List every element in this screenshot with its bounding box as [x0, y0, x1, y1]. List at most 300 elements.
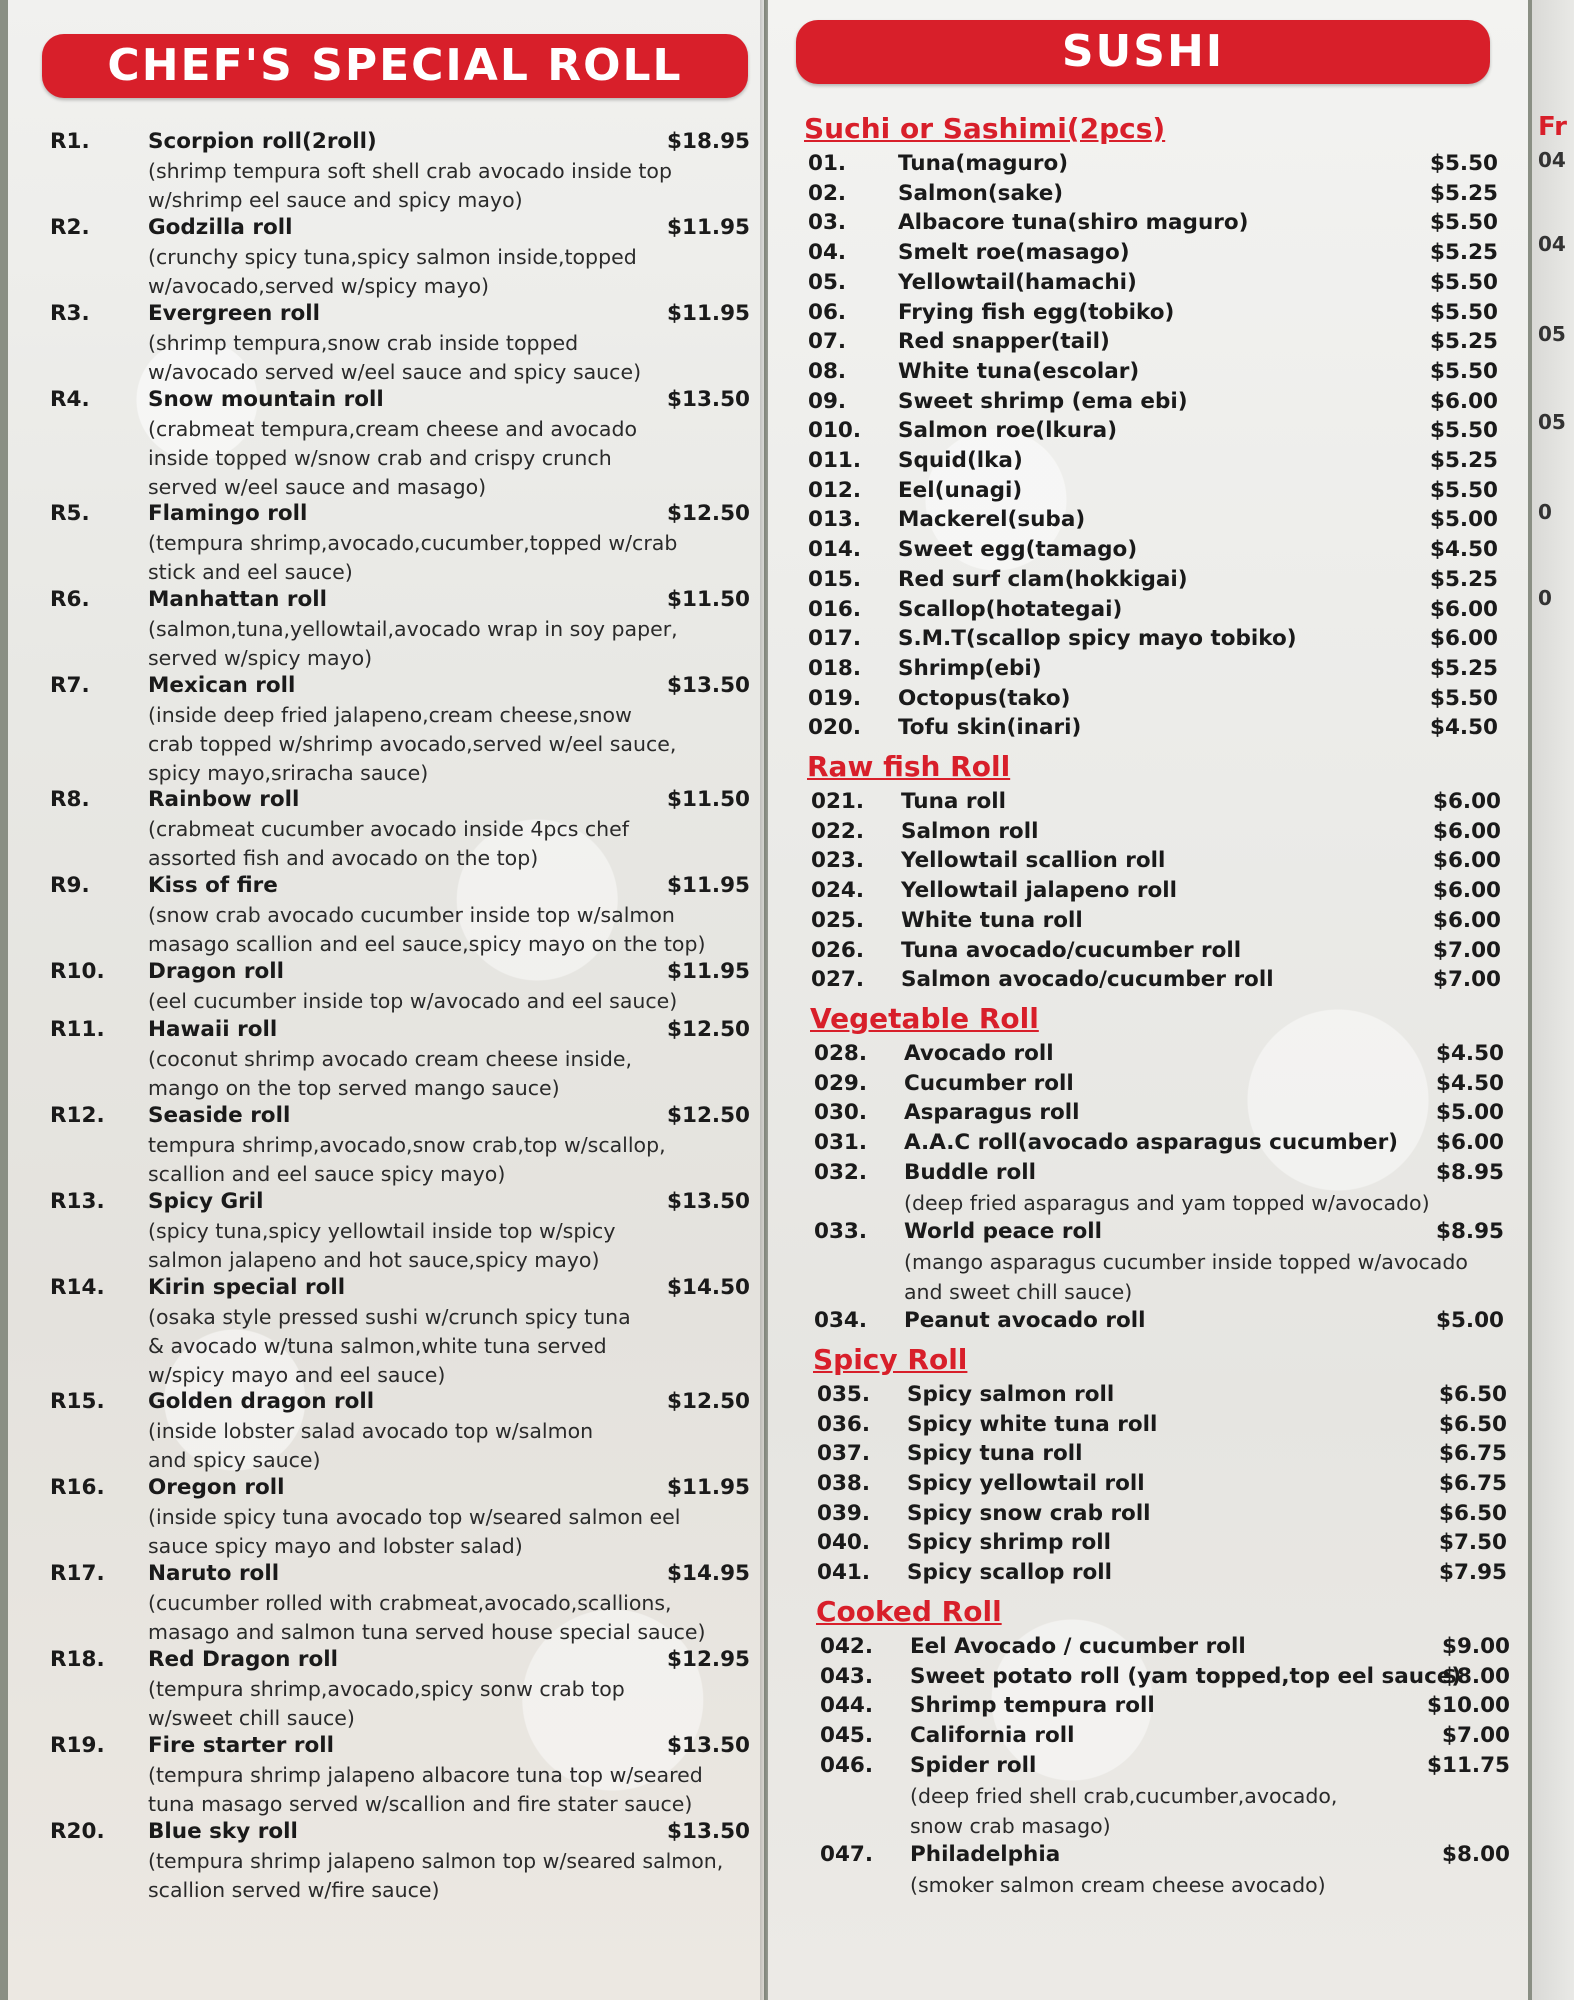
item-price: $8.00	[1441, 1841, 1510, 1867]
item-code: 02.	[808, 180, 847, 206]
item-name: Yellowtail jalapeno roll	[901, 878, 1177, 904]
item-code: 027.	[811, 967, 865, 993]
description-line: (inside deep fried jalapeno,cream cheese,snow	[148, 703, 632, 727]
item-price: $11.50	[667, 587, 750, 612]
chef-roll-item	[50, 1474, 750, 1561]
item-code: R2.	[50, 215, 90, 240]
item-price: $6.75	[1438, 1471, 1507, 1496]
item-price: $11.95	[667, 959, 750, 984]
item-name: Tuna roll	[901, 789, 1007, 814]
item-name: Sweet shrimp (ema ebi)	[898, 388, 1188, 414]
item-description	[148, 1847, 723, 1905]
description-line: w/spicy mayo and eel sauce)	[148, 1363, 446, 1387]
item-price: $11.75	[1427, 1752, 1510, 1778]
description-line: served w/eel sauce and masago)	[148, 475, 487, 499]
item-code: 013.	[808, 507, 862, 533]
chef-roll-item	[50, 1560, 750, 1647]
item-price: $11.95	[667, 873, 750, 898]
item-description	[148, 1761, 703, 1819]
description-line: scallion served w/fire sauce)	[148, 1878, 440, 1902]
chef-roll-item	[50, 786, 750, 873]
item-price: $5.00	[1435, 1308, 1504, 1334]
chef-roll-item	[50, 128, 750, 215]
item-code: 030.	[814, 1100, 868, 1126]
section-title: Cooked Roll	[816, 1594, 1002, 1628]
description-line: scallion and eel sauce spicy mayo)	[148, 1162, 506, 1186]
item-description	[148, 529, 677, 587]
item-name: Buddle roll	[904, 1159, 1037, 1185]
item-price: $5.00	[1435, 1100, 1504, 1126]
item-code: R7.	[50, 673, 90, 698]
item-price: $6.50	[1438, 1500, 1507, 1526]
item-description	[148, 415, 637, 502]
item-name: Kirin special roll	[148, 1275, 346, 1300]
description-line: (eel cucumber inside top w/avocado and eel sauce)	[148, 989, 678, 1013]
item-name: Shrimp tempura roll	[910, 1693, 1155, 1719]
item-name: California roll	[910, 1722, 1075, 1748]
item-code: 04.	[808, 240, 847, 266]
item-description	[904, 1247, 1468, 1307]
item-price: $7.00	[1432, 967, 1501, 993]
item-code: 022.	[811, 818, 865, 844]
item-price: $5.50	[1429, 269, 1498, 295]
item-code: 07.	[808, 329, 847, 355]
description-line: (cucumber rolled with crabmeat,avocado,scallions,	[148, 1591, 672, 1615]
item-name: Tuna avocado/cucumber roll	[901, 937, 1242, 963]
description-line: w/avocado served w/eel sauce and spicy sauce)	[148, 360, 642, 384]
description-line: w/sweet chill sauce)	[148, 1706, 355, 1730]
item-price: $5.25	[1429, 329, 1498, 355]
sushi-banner: SUSHI	[796, 20, 1490, 84]
item-name: Evergreen roll	[148, 301, 320, 326]
item-price: $18.95	[667, 129, 750, 154]
item-name: Cucumber roll	[904, 1070, 1074, 1096]
description-line: tuna masago served w/scallion and fire stater sauce)	[148, 1792, 693, 1816]
item-code: 047.	[820, 1841, 874, 1867]
item-price: $5.50	[1429, 685, 1498, 711]
description-line: spicy mayo,sriracha sauce)	[148, 761, 429, 785]
item-name: Flamingo roll	[148, 501, 308, 526]
item-name: Hawaii roll	[148, 1017, 278, 1042]
item-price: $8.00	[1441, 1663, 1510, 1689]
item-name: Smelt roe(masago)	[898, 240, 1130, 266]
item-description	[148, 987, 677, 1016]
description-line: mango on the top served mango sauce)	[148, 1076, 560, 1100]
item-description	[148, 157, 672, 215]
chef-roll-item	[50, 300, 750, 387]
item-price: $13.50	[667, 673, 750, 698]
item-price: $4.50	[1435, 1040, 1504, 1066]
description-line: (shrimp tempura,snow crab inside topped	[148, 331, 579, 355]
edge-fragment: 0	[1538, 586, 1552, 610]
item-code: R3.	[50, 301, 90, 326]
chef-roll-item	[50, 1016, 750, 1103]
item-description	[148, 1503, 680, 1561]
description-line: and spicy sauce)	[148, 1448, 321, 1472]
chef-roll-item	[50, 1818, 750, 1905]
description-line: (tempura shrimp,avocado,cucumber,topped w/crab	[148, 531, 678, 555]
description-line: w/shrimp eel sauce and spicy mayo)	[148, 188, 523, 212]
item-name: Godzilla roll	[148, 215, 293, 240]
chef-roll-item	[50, 872, 750, 959]
description-line: served w/spicy mayo)	[148, 646, 373, 670]
item-code: 033.	[814, 1219, 868, 1245]
chef-roll-item	[50, 214, 750, 301]
description-line: tempura shrimp,avocado,snow crab,top w/scallop,	[148, 1133, 666, 1157]
item-description	[910, 1781, 1337, 1841]
item-name: Spicy salmon roll	[907, 1381, 1115, 1407]
item-price: $6.00	[1432, 907, 1501, 933]
item-code: 020.	[808, 715, 862, 741]
description-line: snow crab masago)	[910, 1813, 1111, 1838]
item-code: 044.	[820, 1693, 874, 1719]
description-line: crab topped w/shrimp avocado,served w/eel sauce,	[148, 732, 677, 756]
item-price: $11.95	[667, 1475, 750, 1500]
item-name: Spicy yellowtail roll	[907, 1471, 1145, 1496]
item-price: $8.95	[1435, 1159, 1504, 1185]
item-name: Sweet potato roll (yam topped,top eel sauce)	[910, 1663, 1462, 1689]
item-name: World peace roll	[904, 1219, 1102, 1245]
item-code: R4.	[50, 387, 90, 412]
item-code: 05.	[808, 269, 847, 295]
item-name: Snow mountain roll	[148, 387, 384, 412]
edge-fragment: 05	[1538, 410, 1566, 434]
item-code: R11.	[50, 1017, 105, 1042]
item-name: Yellowtail scallion roll	[901, 848, 1166, 874]
item-code: R5.	[50, 501, 90, 526]
item-code: R19.	[50, 1733, 105, 1758]
item-price: $11.95	[667, 301, 750, 326]
item-price: $5.50	[1429, 210, 1498, 236]
item-name: White tuna(escolar)	[898, 358, 1140, 384]
description-line: salmon jalapeno and hot sauce,spicy mayo)	[148, 1248, 600, 1272]
item-description	[148, 1675, 625, 1733]
item-name: Mexican roll	[148, 673, 296, 698]
description-line: (inside lobster salad avocado top w/salmon	[148, 1419, 594, 1443]
item-price: $4.50	[1435, 1070, 1504, 1096]
item-code: 016.	[808, 596, 862, 622]
item-name: Blue sky roll	[148, 1819, 298, 1844]
item-name: A.A.C roll(avocado asparagus cucumber)	[904, 1130, 1399, 1155]
item-name: Scorpion roll(2roll)	[148, 129, 377, 154]
item-name: Asparagus roll	[904, 1100, 1080, 1126]
item-name: Salmon roe(lkura)	[898, 418, 1118, 444]
item-code: 029.	[814, 1070, 868, 1096]
item-code: 06.	[808, 299, 847, 325]
item-code: 018.	[808, 655, 862, 681]
item-name: Dragon roll	[148, 959, 285, 984]
item-code: 01.	[808, 151, 847, 176]
item-code: 010.	[808, 418, 862, 444]
edge-fragment: 05	[1538, 322, 1566, 346]
chef-roll-item	[50, 586, 750, 673]
left-menu-page	[8, 0, 764, 2000]
description-line: stick and eel sauce)	[148, 560, 353, 584]
description-line: masago and salmon tuna served house special sauce)	[148, 1620, 706, 1644]
item-code: R8.	[50, 787, 90, 812]
item-price: $12.50	[667, 1017, 750, 1042]
description-line: sauce spicy mayo and lobster salad)	[148, 1534, 523, 1558]
item-name: Tofu skin(inari)	[898, 715, 1082, 741]
item-name: Shrimp(ebi)	[898, 655, 1042, 681]
item-code: 024.	[811, 878, 865, 904]
item-price: $6.00	[1432, 818, 1501, 844]
item-code: R13.	[50, 1189, 105, 1214]
item-price: $6.00	[1435, 1130, 1504, 1155]
description-line: (coconut shrimp avocado cream cheese inside,	[148, 1047, 633, 1071]
item-description	[148, 1589, 705, 1647]
description-line: assorted fish and avocado on the top)	[148, 846, 539, 870]
item-price: $8.95	[1435, 1219, 1504, 1245]
item-price: $6.00	[1432, 848, 1501, 874]
description-line: (inside spicy tuna avocado top w/seared salmon eel	[148, 1505, 681, 1529]
item-code: 017.	[808, 626, 862, 652]
item-name: Seaside roll	[148, 1103, 291, 1128]
item-code: 042.	[820, 1633, 874, 1659]
item-price: $5.25	[1429, 655, 1498, 681]
item-name: Avocado roll	[904, 1040, 1054, 1066]
item-description	[148, 1045, 632, 1103]
item-price: $6.00	[1429, 596, 1498, 622]
item-name: Scallop(hotategai)	[898, 596, 1123, 622]
description-line: w/avocado,served w/spicy mayo)	[148, 274, 489, 298]
item-price: $4.50	[1429, 537, 1498, 563]
item-name: Spicy snow crab roll	[907, 1500, 1151, 1526]
description-line: (crabmeat tempura,cream cheese and avocado	[148, 417, 638, 441]
item-code: 037.	[817, 1441, 871, 1467]
item-code: R18.	[50, 1647, 105, 1672]
item-name: Albacore tuna(shiro maguro)	[898, 210, 1249, 236]
item-description	[148, 815, 629, 873]
item-code: R15.	[50, 1389, 105, 1414]
chef-roll-item	[50, 1274, 750, 1390]
item-name: Oregon roll	[148, 1475, 285, 1500]
item-code: 011.	[808, 448, 862, 473]
item-code: 038.	[817, 1471, 871, 1496]
item-name: Red surf clam(hokkigai)	[898, 566, 1188, 592]
item-description	[148, 701, 676, 788]
item-price: $13.50	[667, 1819, 750, 1844]
item-code: R1.	[50, 129, 90, 154]
chef-roll-item	[50, 500, 750, 587]
item-code: 045.	[820, 1722, 874, 1748]
chef-roll-item	[50, 1646, 750, 1733]
item-name: Peanut avocado roll	[904, 1308, 1146, 1334]
item-code: 032.	[814, 1159, 868, 1185]
item-price: $7.00	[1432, 937, 1501, 963]
item-name: Kiss of fire	[148, 873, 278, 898]
item-name: Tuna(maguro)	[898, 151, 1069, 176]
item-price: $6.50	[1438, 1411, 1507, 1437]
item-price: $13.50	[667, 1189, 750, 1214]
item-description	[148, 329, 641, 387]
item-code: R10.	[50, 959, 105, 984]
right-menu-page	[768, 0, 1528, 2000]
edge-fragment: 04	[1538, 232, 1566, 256]
chef-roll-item	[50, 672, 750, 788]
chef-roll-item	[50, 386, 750, 502]
item-name: White tuna roll	[901, 907, 1083, 933]
item-name: Philadelphia	[910, 1841, 1061, 1867]
item-code: 043.	[820, 1663, 874, 1689]
section-title: Spicy Roll	[813, 1342, 968, 1376]
description-line: (crunchy spicy tuna,spicy salmon inside,topped	[148, 245, 637, 269]
description-line: (tempura shrimp,avocado,spicy sonw crab top	[148, 1677, 625, 1701]
item-name: Spicy shrimp roll	[907, 1530, 1111, 1556]
description-line: (crabmeat cucumber avocado inside 4pcs chef	[148, 817, 629, 841]
edge-fragment: 04	[1538, 148, 1566, 172]
item-price: $6.00	[1429, 388, 1498, 414]
item-price: $6.00	[1432, 789, 1501, 814]
description-line: masago scallion and eel sauce,spicy mayo on the top)	[148, 932, 706, 956]
description-line: (tempura shrimp jalapeno salmon top w/seared salmon,	[148, 1849, 724, 1873]
description-line: & avocado w/tuna salmon,white tuna served	[148, 1334, 607, 1358]
item-code: 028.	[814, 1040, 868, 1066]
item-price: $12.50	[667, 1389, 750, 1414]
item-price: $13.50	[667, 1733, 750, 1758]
item-price: $6.00	[1432, 878, 1501, 904]
item-name: Frying fish egg(tobiko)	[898, 299, 1175, 325]
chef-roll-item	[50, 1188, 750, 1275]
item-description	[904, 1188, 1430, 1218]
item-name: Squid(lka)	[898, 448, 1023, 473]
item-code: R6.	[50, 587, 90, 612]
item-name: Fire starter roll	[148, 1733, 334, 1758]
item-code: 08.	[808, 358, 847, 384]
description-line: (osaka style pressed sushi w/crunch spicy tuna	[148, 1305, 631, 1329]
item-description	[148, 243, 637, 301]
item-name: Golden dragon roll	[148, 1389, 375, 1414]
edge-fragment: 0	[1538, 500, 1552, 524]
item-price: $5.25	[1429, 180, 1498, 206]
section-title: Vegetable Roll	[810, 1001, 1039, 1035]
item-price: $5.25	[1429, 448, 1498, 473]
item-price: $6.00	[1429, 626, 1498, 652]
item-name: Yellowtail(hamachi)	[898, 269, 1137, 295]
item-name: Sweet egg(tamago)	[898, 537, 1138, 563]
description-line: (salmon,tuna,yellowtail,avocado wrap in soy paper,	[148, 617, 678, 641]
item-code: R20.	[50, 1819, 105, 1844]
description-line: (mango asparagus cucumber inside topped w/avocado	[904, 1250, 1468, 1275]
item-name: Mackerel(suba)	[898, 507, 1086, 533]
item-name: Spicy white tuna roll	[907, 1411, 1158, 1437]
item-price: $12.50	[667, 1103, 750, 1128]
item-code: 041.	[817, 1560, 871, 1586]
item-price: $7.50	[1438, 1530, 1507, 1556]
item-name: S.M.T(scallop spicy mayo tobiko)	[898, 626, 1297, 652]
chefs-special-roll-banner: CHEF'S SPECIAL ROLL	[42, 34, 748, 98]
adjacent-page-edge	[1532, 0, 1574, 2000]
item-price: $5.50	[1429, 477, 1498, 503]
item-code: 03.	[808, 210, 847, 236]
section-title: Suchi or Sashimi(2pcs)	[804, 112, 1166, 145]
item-name: Salmon roll	[901, 818, 1039, 844]
item-price: $9.00	[1441, 1633, 1510, 1659]
item-code: R14.	[50, 1275, 105, 1300]
item-price: $10.00	[1427, 1693, 1510, 1719]
chef-roll-item	[50, 1732, 750, 1819]
item-code: 026.	[811, 937, 865, 963]
item-code: 012.	[808, 477, 862, 503]
item-description	[148, 1131, 666, 1189]
item-name: Red snapper(tail)	[898, 329, 1110, 355]
item-price: $4.50	[1429, 715, 1498, 741]
item-code: 019.	[808, 685, 862, 711]
item-price: $11.95	[667, 215, 750, 240]
item-name: Red Dragon roll	[148, 1647, 339, 1672]
item-price: $12.95	[667, 1647, 750, 1672]
item-price: $6.75	[1438, 1441, 1507, 1467]
description-line: (smoker salmon cream cheese avocado)	[910, 1872, 1326, 1897]
description-line: (tempura shrimp jalapeno albacore tuna top w/seared	[148, 1763, 703, 1787]
chef-roll-item	[50, 1388, 750, 1475]
item-code: 031.	[814, 1130, 868, 1155]
item-code: 040.	[817, 1530, 871, 1556]
item-code: 039.	[817, 1500, 871, 1526]
item-name: Salmon avocado/cucumber roll	[901, 967, 1274, 993]
item-price: $6.50	[1438, 1381, 1507, 1407]
edge-fragment: Fr	[1538, 112, 1567, 142]
item-name: Spider roll	[910, 1752, 1037, 1778]
item-price: $5.50	[1429, 151, 1498, 176]
item-name: Salmon(sake)	[898, 180, 1064, 206]
item-code: R12.	[50, 1103, 105, 1128]
item-name: Rainbow roll	[148, 787, 300, 812]
section-title: Raw fish Roll	[807, 750, 1011, 783]
item-name: Eel Avocado / cucumber roll	[910, 1633, 1246, 1659]
description-line: (deep fried shell crab,cucumber,avocado,	[910, 1783, 1338, 1808]
item-code: 034.	[814, 1308, 868, 1334]
item-name: Spicy Gril	[148, 1189, 264, 1214]
item-name: Spicy scallop roll	[907, 1560, 1113, 1586]
item-name: Manhattan roll	[148, 587, 327, 612]
item-price: $5.00	[1429, 507, 1498, 533]
description-line: and sweet chill sauce)	[904, 1280, 1133, 1305]
item-price: $5.50	[1429, 299, 1498, 325]
item-code: 025.	[811, 907, 865, 933]
item-price: $13.50	[667, 387, 750, 412]
item-code: R17.	[50, 1561, 105, 1586]
item-code: 015.	[808, 566, 862, 592]
description-line: (shrimp tempura soft shell crab avocado inside top	[148, 159, 672, 183]
item-code: R9.	[50, 873, 90, 898]
item-name: Spicy tuna roll	[907, 1441, 1083, 1467]
item-price: $5.50	[1429, 358, 1498, 384]
item-description	[148, 1217, 615, 1275]
chef-roll-item	[50, 1102, 750, 1189]
item-code: 09.	[808, 388, 847, 414]
item-price: $12.50	[667, 501, 750, 526]
item-name: Octopus(tako)	[898, 685, 1071, 711]
item-description	[148, 1303, 631, 1390]
item-price: $14.50	[667, 1275, 750, 1300]
item-description	[910, 1870, 1326, 1900]
item-code: 021.	[811, 789, 865, 814]
item-code: 035.	[817, 1381, 871, 1407]
item-code: 046.	[820, 1752, 874, 1778]
description-line: (snow crab avocado cucumber inside top w/salmon	[148, 903, 675, 927]
item-price: $11.50	[667, 787, 750, 812]
item-name: Eel(unagi)	[898, 477, 1023, 503]
item-code: R16.	[50, 1475, 105, 1500]
item-description	[148, 615, 678, 673]
description-line: (spicy tuna,spicy yellowtail inside top w/spicy	[148, 1219, 616, 1243]
item-code: 036.	[817, 1411, 871, 1437]
description-line: (deep fried asparagus and yam topped w/avocado)	[904, 1190, 1430, 1215]
item-price: $5.50	[1429, 418, 1498, 444]
item-code: 023.	[811, 848, 865, 874]
item-price: $5.25	[1429, 566, 1498, 592]
